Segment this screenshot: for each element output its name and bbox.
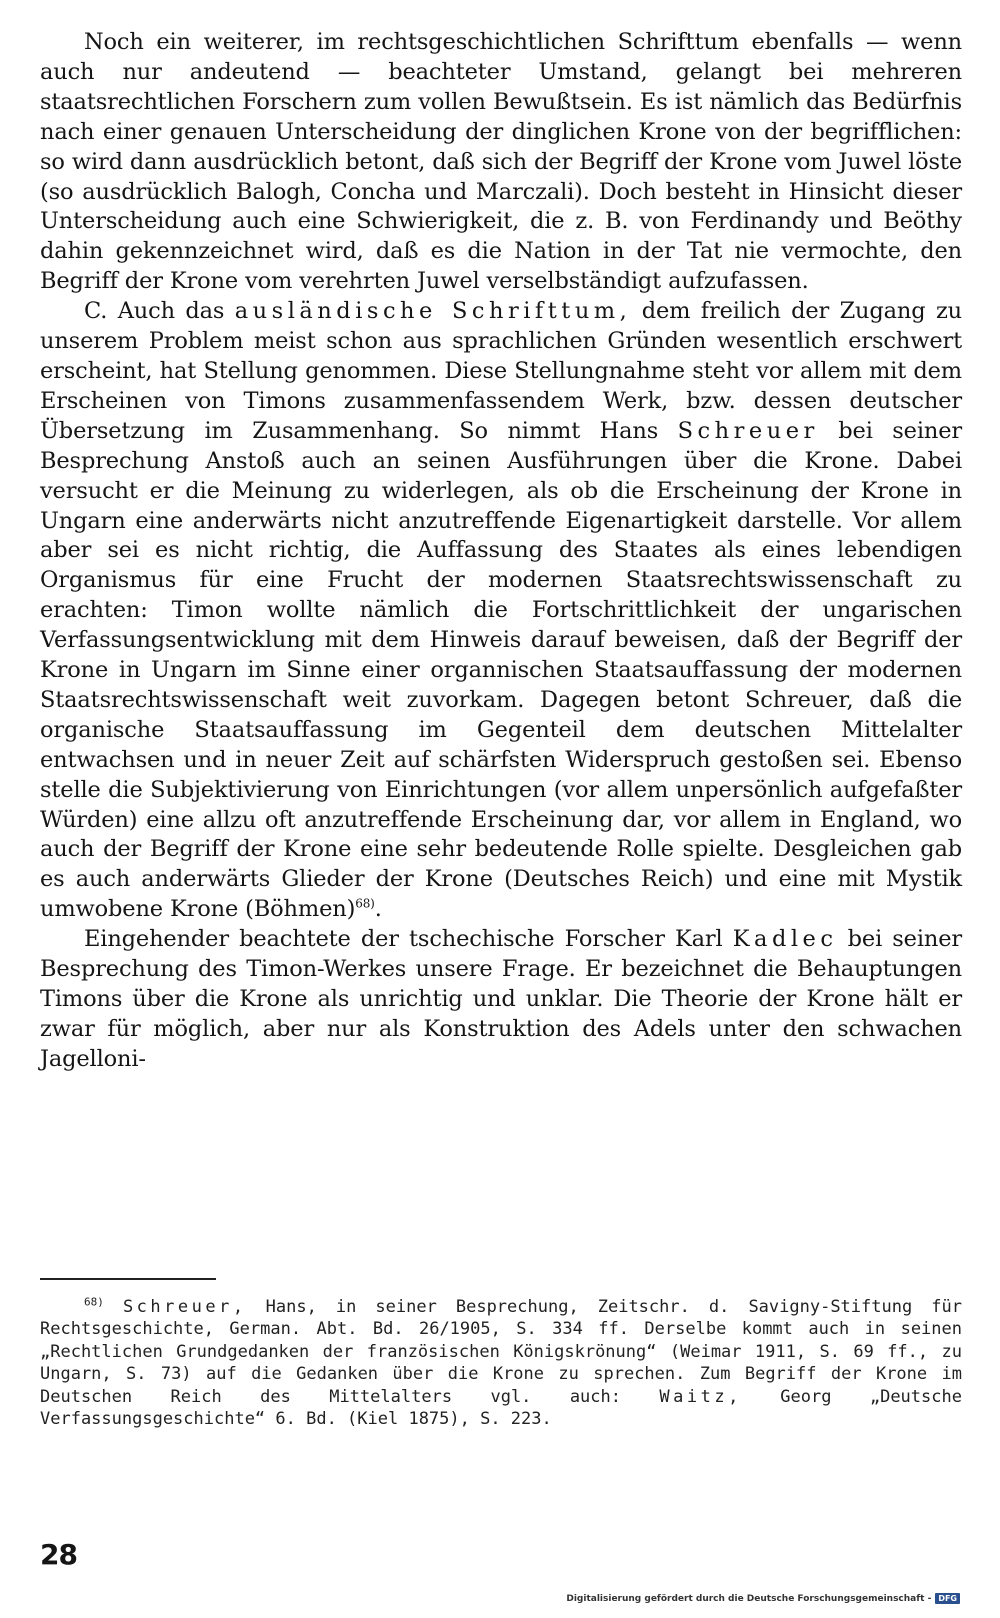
paragraph-3-text-b: bei seiner Besprechung des Timon-Werkes unsere Frage. Er bezeichnet die Behauptungen Timons über die Krone als unrichtig und unklar. Die Theorie der Krone hält er zwar für möglich, aber nur als Konstruktion des Adels unter den schwachen Jagelloni- [40, 926, 962, 1072]
paragraph-2 [40, 297, 962, 925]
paragraph-1 [40, 28, 962, 297]
paragraph-3-text-a: Eingehender beachtete der tschechische Forscher Karl [84, 926, 723, 953]
footnote [40, 1296, 962, 1430]
footnote-text-b: Georg „Deutsche Verfassungsgeschichte“ 6. Bd. (Kiel 1875), S. 223. [40, 1386, 962, 1430]
main-text [40, 28, 962, 1075]
spaced-name-schreuer: Schreuer [677, 417, 819, 444]
paragraph-2-text-b: dem freilich der Zugang zu unserem Problem meist schon aus sprachlichen Gründen wesentlich erschwert erscheint, hat Stellung genommen. Diese Stellungnahme steht vor allem mit dem Erscheinen von Timons zusammenfassendem Werk, bzw. dessen deutscher Übersetzung im Zusammenhang. So nimmt Hans [40, 298, 962, 444]
paragraph-2-text-c: bei seiner Besprechung Anstoß auch an seinen Ausführungen über die Krone. Dabei versucht er die Meinung zu widerlegen, als ob die Erscheinung der Krone in Ungarn eine anderwärts nicht anzutreffende Eigenartigkeit darstelle. Vor allem aber sei es nicht richtig, die Auffassung des Staates als eines lebendigen Organismus für eine Frucht der modernen Staatsrechtswissenschaft zu erachten: Timon wollte nämlich die Fortschrittlichkeit der ungarischen Verfassungsentwicklung mit dem Hinweis darauf beweisen, daß der Begriff der Krone in Ungarn im Sinne einer organnischen Staatsauffassung der modernen Staatsrechtswissenschaft weit zuvorkam. Dagegen betont Schreuer, daß die organische Staatsauffassung im Gegenteil dem deutschen Mittelalter entwachsen und in neuer Zeit auf schärfsten Widerspruch gestoßen sei. Ebenso stelle die Subjektivierung von Einrichtungen (vor allem unpersönlich aufgefaßter Würden) eine allzu oft anzutreffende Erscheinung dar, vor allem in England, wo auch der Begriff der Krone eine sehr bedeutende Rolle spielte. Desgleichen gab es auch anderwärts Glieder der Krone (Deutsches Reich) und eine mit Mystik umwobene Krone (Böhmen) [40, 417, 962, 923]
spaced-term-auslaendisches-schrifttum: ausländische Schrifttum, [234, 298, 632, 325]
footnote-divider [40, 1278, 216, 1280]
footnote-reference: 68) [355, 896, 375, 911]
spaced-name-kadlec: Kadlec [732, 926, 838, 953]
paragraph-2-end: . [374, 896, 382, 923]
footnote-author-waitz: Waitz, [659, 1386, 742, 1407]
page-number: 28 [40, 1538, 77, 1571]
footnote-marker: 68) [84, 1295, 104, 1309]
digitization-credit [566, 1593, 960, 1604]
dfg-logo-icon: DFG [935, 1593, 960, 1604]
paragraph-1-text: Noch ein weiterer, im rechtsgeschichtlichen Schrifttum ebenfalls — wenn auch nur andeutend — beachteter Umstand, gelangt bei mehreren staatsrechtlichen Forschern zum vollen Bewußtsein. Es ist nämlich das Bedürfnis nach einer genauen Unterscheidung der dinglichen Krone von der begrifflichen: so wird dann ausdrücklich betont, daß sich der Begriff der Krone vom Juwel löste (so ausdrücklich Balogh, Concha und Marczali). Doch besteht in Hinsicht dieser Unterscheidung auch eine Schwierigkeit, die z. B. von Ferdinandy und Beöthy dahin gekennzeichnet wird, daß es die Nation in der Tat nie vermochte, den Begriff der Krone vom verehrten Juwel verselbständigt aufzufassen. [40, 29, 962, 295]
paragraph-3 [40, 925, 962, 1075]
footnote-author-schreuer: Schreuer, [122, 1297, 247, 1317]
paragraph-2-text-a: C. Auch das [84, 298, 225, 325]
footnote-text-a: Hans, in seiner Besprechung, Zeitschr. d. Savigny-Stiftung für Rechtsgeschichte, German. Abt. Bd. 26/1905, S. 334 ff. Derselbe kommt auch in seinen „Rechtlichen Grundgedanken der französischen Königskrönung“ (Weimar 1911, S. 69 ff., zu Ungarn, S. 73) auf die Gedanken über die Krone zu sprechen. Zum Begriff der Krone im Deutschen Reich des Mittelalters vgl. auch: [40, 1297, 962, 1407]
credit-text: Digitalisierung gefördert durch die Deutsche Forschungsgemeinschaft - [566, 1593, 932, 1604]
